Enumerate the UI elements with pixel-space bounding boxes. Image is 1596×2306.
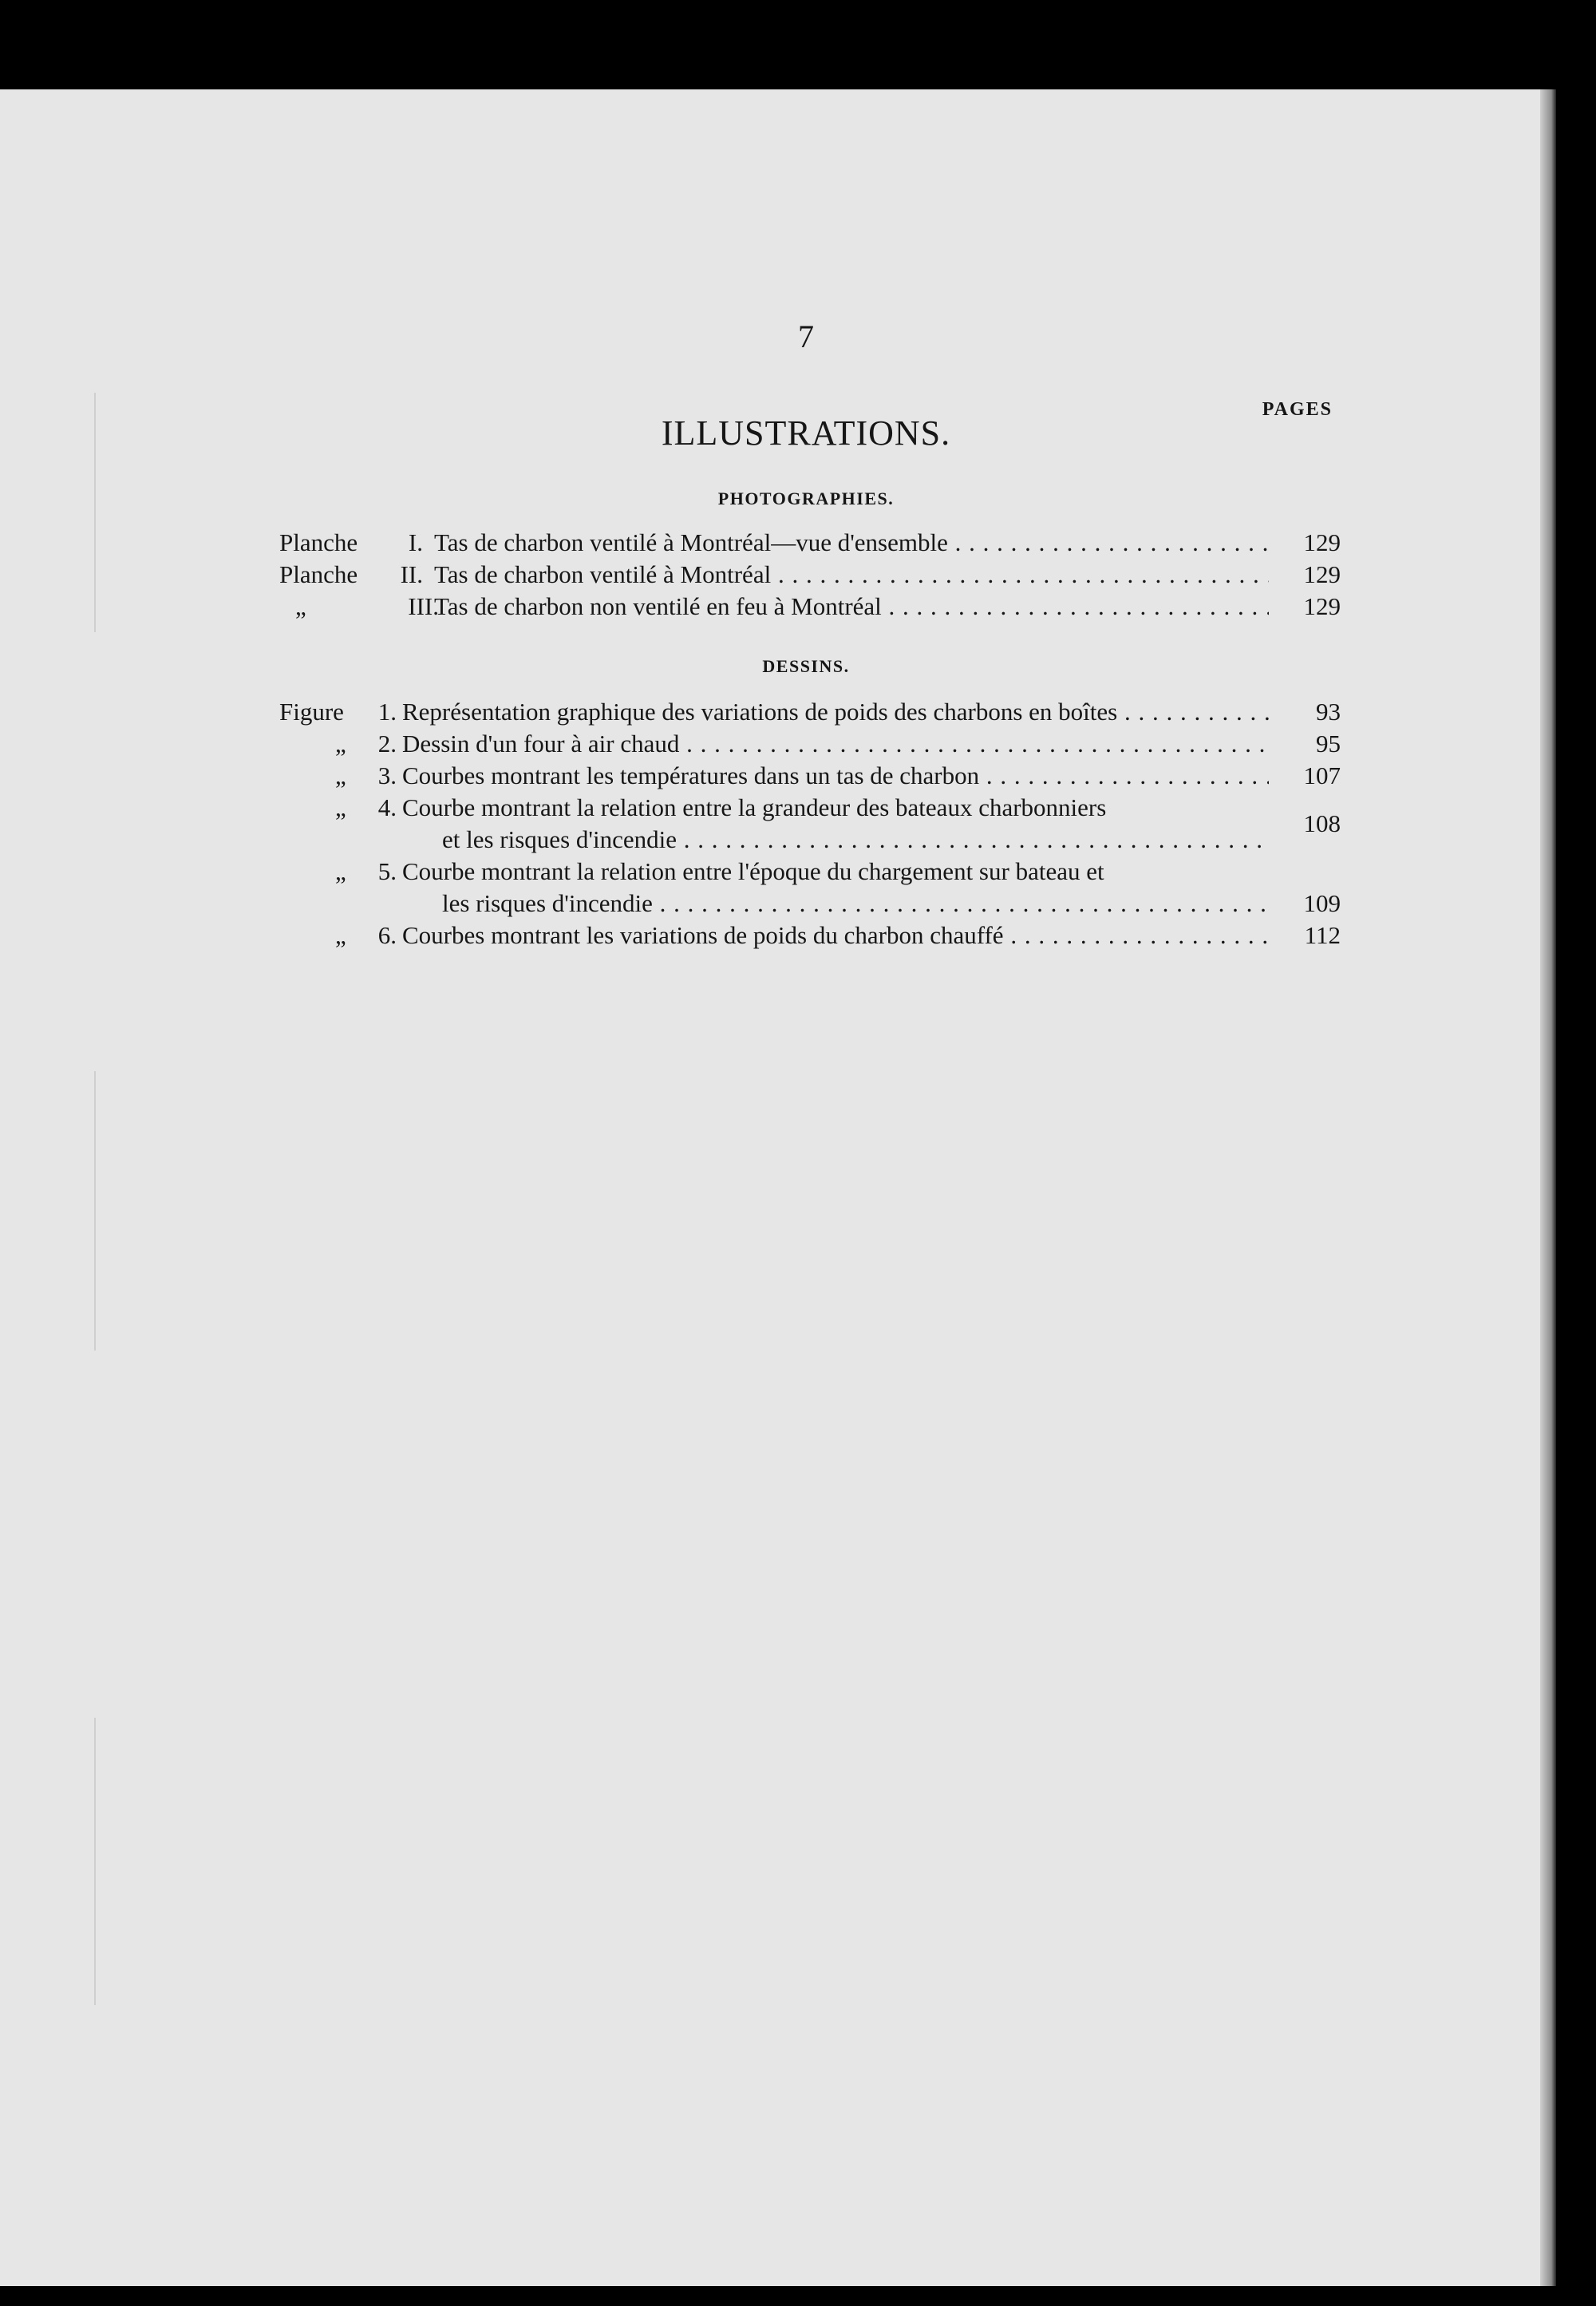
entry-page: 95 — [1316, 730, 1341, 757]
entry-title-line: et les risques d'incendie . . . — [442, 825, 1269, 853]
entry-page: 129 — [1303, 592, 1341, 620]
photograph-entry — [279, 591, 1341, 623]
drawing-entry — [279, 856, 1341, 920]
page-title: ILLUSTRATIONS. — [661, 413, 951, 453]
entry-title-line: Courbe montrant la relation entre la grandeur des bateaux charbonniers — [402, 793, 1107, 821]
entry-page: 93 — [1316, 698, 1341, 726]
entry-kind: „ — [335, 857, 346, 885]
entry-kind: „ — [335, 761, 346, 789]
photograph-entry — [279, 559, 1341, 591]
entry-title: Représentation graphique des variations de poids des charbons en boîtes . . . — [402, 698, 1269, 726]
entry-page: 129 — [1303, 560, 1341, 588]
page-edge — [1540, 89, 1556, 2286]
entry-label — [279, 559, 431, 591]
drawing-entry — [279, 728, 1341, 760]
photographs-heading: PHOTOGRAPHIES. — [717, 488, 895, 508]
margin-mark — [94, 1071, 96, 1351]
entry-page: 107 — [1303, 761, 1341, 789]
entry-text — [399, 920, 1269, 951]
drawings-list — [279, 696, 1341, 951]
entry-page: 108 — [1303, 809, 1341, 837]
entry-text — [431, 527, 1269, 559]
entry-title: Courbes montrant les températures dans un tas de charbon . . . — [402, 761, 1269, 789]
entry-number: III. — [408, 592, 439, 620]
entry-text — [399, 696, 1269, 728]
entry-label — [279, 856, 399, 888]
entry-title: Tas de charbon non ventilé en feu à Montréal . . . — [434, 592, 1269, 620]
entry-page: 109 — [1303, 889, 1341, 917]
entry-kind: „ — [335, 921, 346, 949]
drawings-heading: DESSINS. — [762, 656, 850, 676]
drawing-entry — [279, 696, 1341, 728]
entry-number: 4. — [377, 793, 397, 821]
page-number: 7 — [798, 318, 814, 354]
entry-label — [279, 696, 399, 728]
entry-title: Tas de charbon ventilé à Montréal . . . — [434, 560, 1269, 588]
entry-number: 2. — [377, 730, 397, 757]
entry-label — [279, 760, 399, 792]
entry-number: I. — [408, 528, 423, 556]
photograph-entry — [279, 527, 1341, 559]
drawing-entry — [279, 792, 1341, 856]
entry-kind: Planche — [279, 528, 358, 556]
entry-text — [399, 728, 1269, 760]
entry-number: 6. — [377, 921, 397, 949]
entry-number: II. — [400, 560, 423, 588]
entry-page: 129 — [1303, 528, 1341, 556]
entry-text — [399, 760, 1269, 792]
margin-mark — [94, 393, 96, 632]
entry-number: 3. — [377, 761, 397, 789]
entry-kind: „ — [335, 730, 346, 757]
drawing-entry — [279, 760, 1341, 792]
entry-label — [279, 527, 431, 559]
entry-text — [399, 792, 1269, 856]
entry-title: Tas de charbon ventilé à Montréal—vue d'ensemble . . . — [434, 528, 1269, 556]
entry-text — [431, 591, 1269, 623]
photographs-list — [279, 527, 1341, 623]
entry-kind: „ — [295, 592, 306, 620]
entry-title-line: Courbe montrant la relation entre l'époque du chargement sur bateau et — [402, 857, 1104, 885]
entry-kind: „ — [335, 793, 346, 821]
entry-text — [431, 559, 1269, 591]
entry-kind: Planche — [279, 560, 358, 588]
entry-text — [399, 856, 1269, 920]
entry-label — [279, 728, 399, 760]
entry-title-line: les risques d'incendie . . . — [442, 889, 1269, 917]
drawing-entry — [279, 920, 1341, 951]
entry-title: Dessin d'un four à air chaud . . . — [402, 730, 1269, 757]
entry-page: 112 — [1304, 921, 1341, 949]
entry-label — [279, 591, 439, 623]
entry-number: 1. — [377, 698, 397, 726]
entry-number: 5. — [377, 857, 397, 885]
entry-label — [279, 920, 399, 951]
entry-title: Courbes montrant les variations de poids du charbon chauffé . . . — [402, 921, 1269, 949]
margin-mark — [94, 1718, 96, 2005]
entry-kind: Figure — [279, 698, 344, 726]
entry-label — [279, 792, 399, 824]
pages-column-header: PAGES — [1262, 399, 1333, 420]
